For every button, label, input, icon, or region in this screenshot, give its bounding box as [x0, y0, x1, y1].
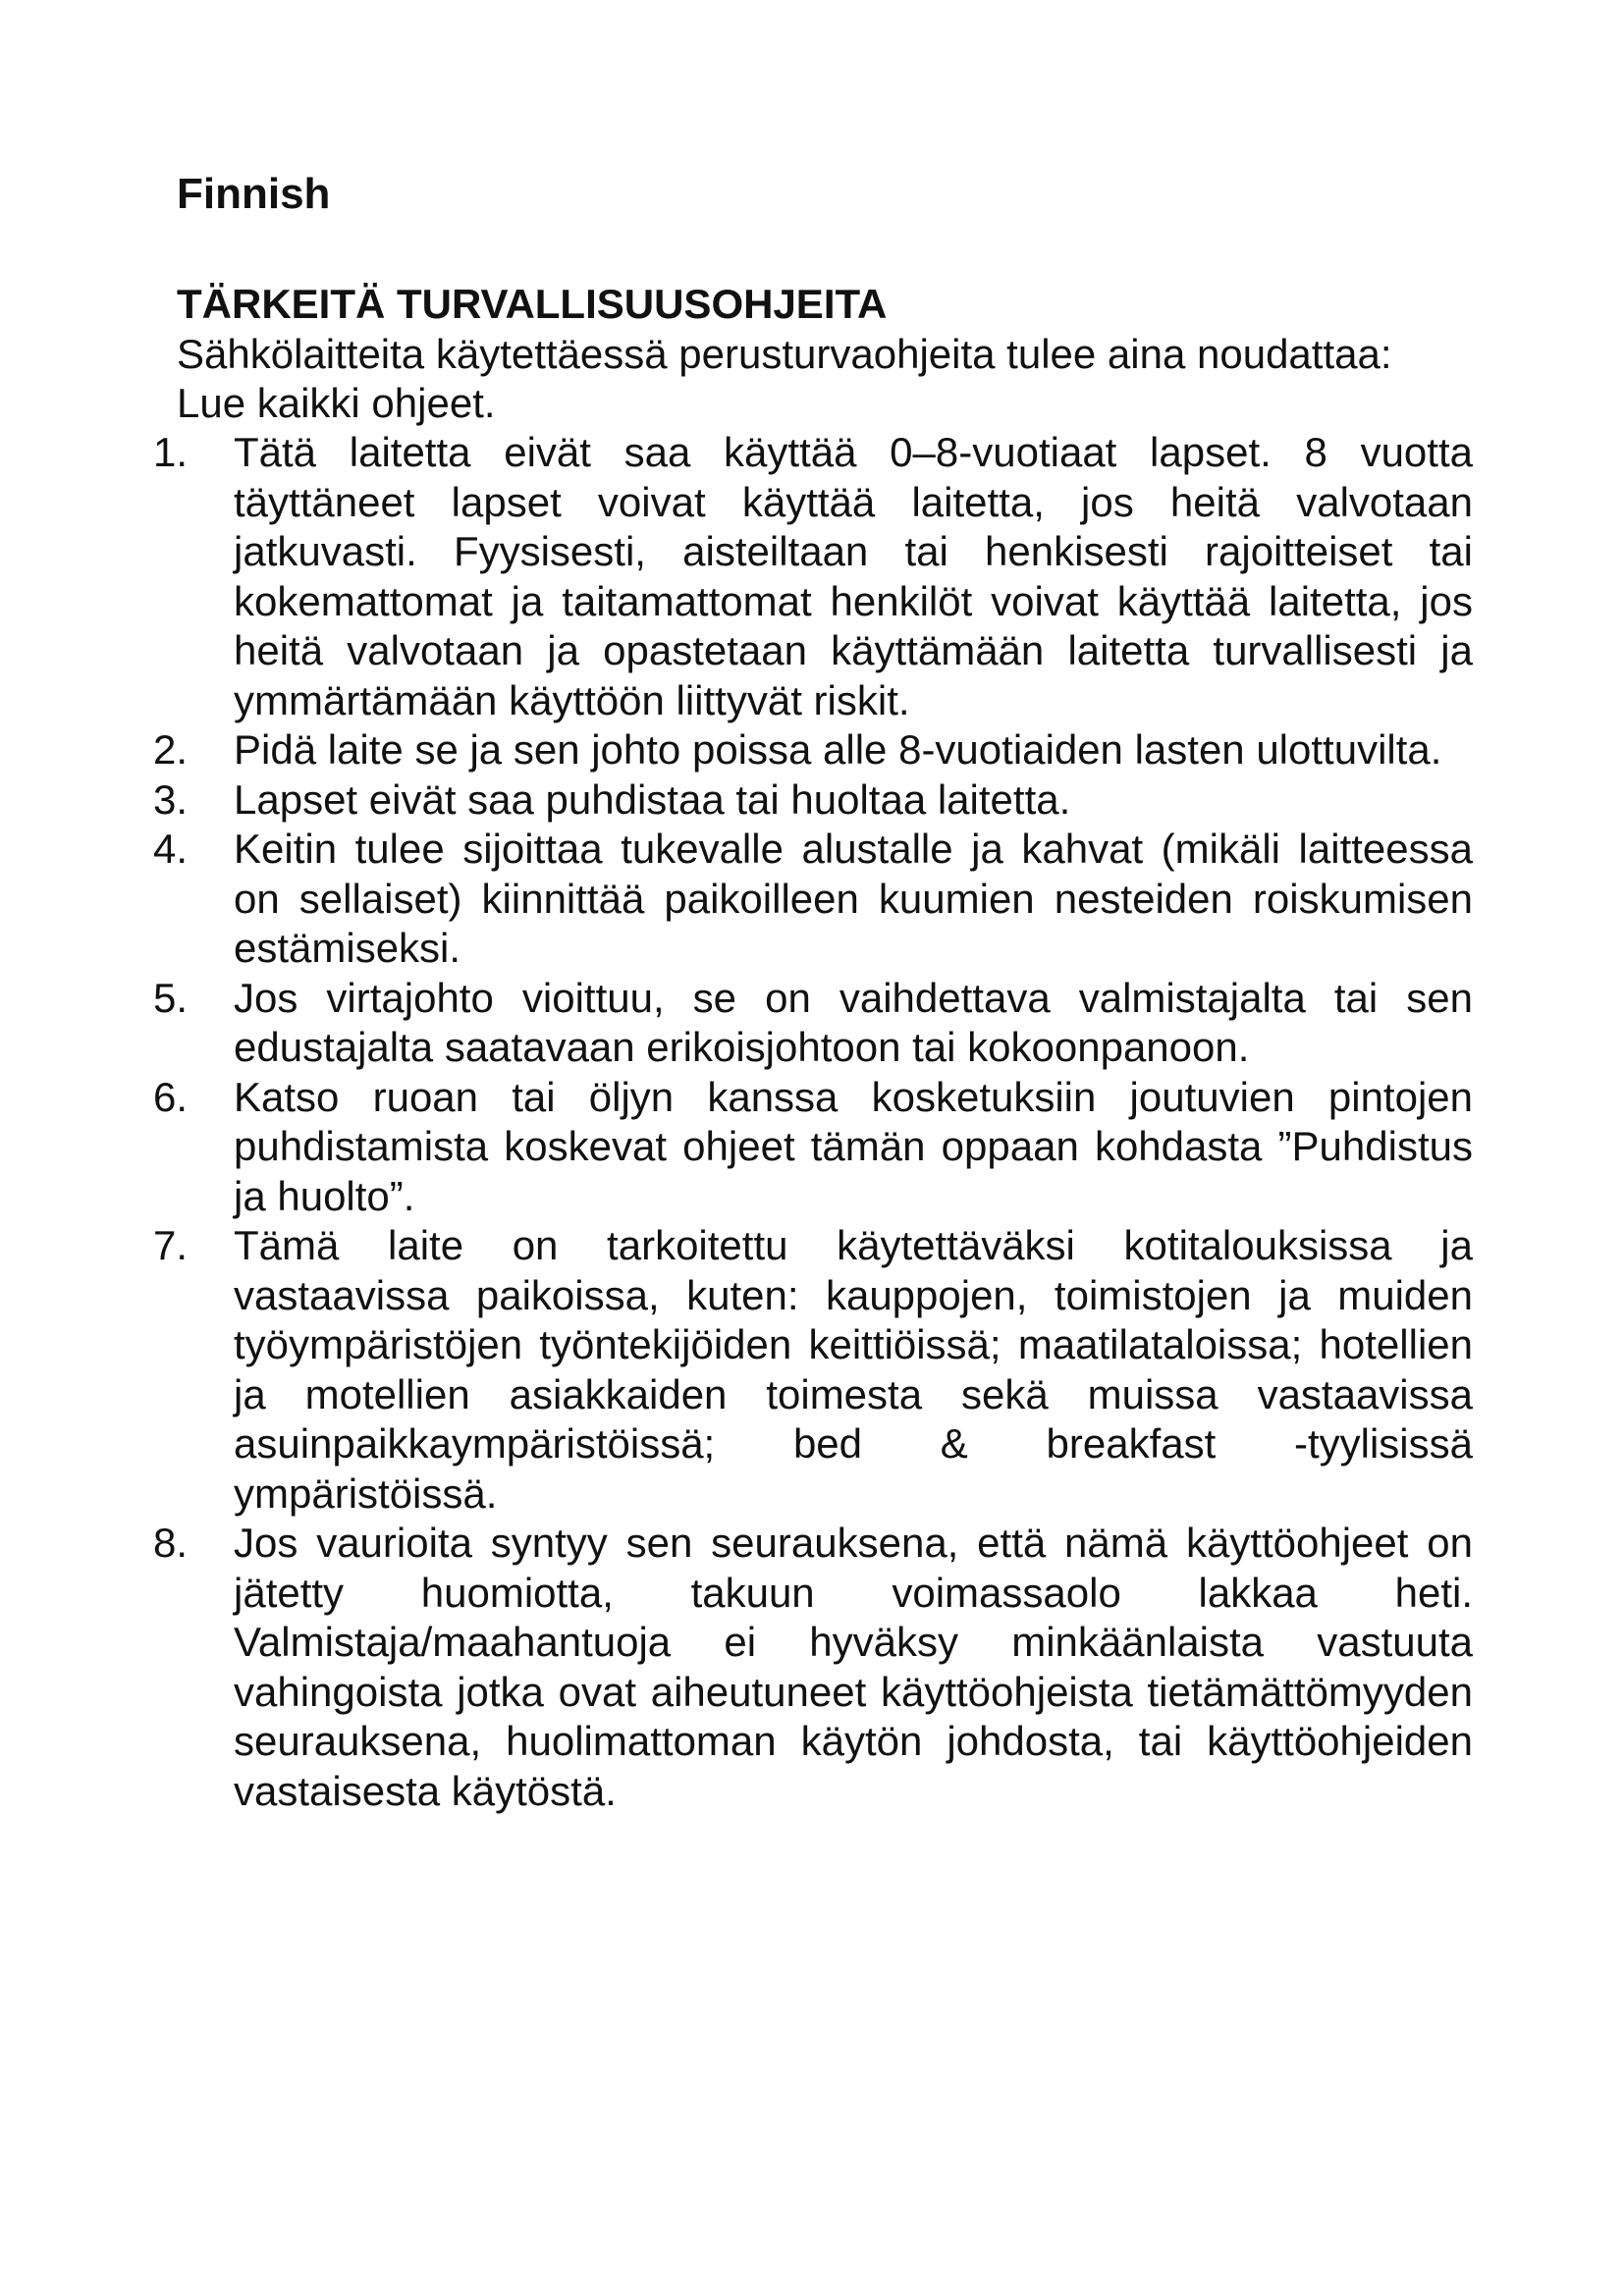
safety-instructions-list	[153, 428, 1492, 1816]
list-item	[153, 974, 1473, 1073]
safety-title: TÄRKEITÄ TURVALLISUUSOHJEITA	[177, 281, 888, 327]
list-item-text: Tätä laitetta eivät saa käyttää 0–8-vuotiaat lapset. 8 vuotta täyttäneet lapset voivat käyttää laitetta, jos heitä valvotaan jatkuvasti. Fyysisesti, aisteiltaan tai henkisesti rajoitteiset tai kokemattomat ja taitamattomat henkilöt voivat käyttää laitetta, jos heitä valvotaan ja opastetaan käyttämään laitetta turvallisesti ja ymmärtämään käyttöön liittyvät riskit.	[234, 429, 1473, 723]
list-item	[153, 1519, 1473, 1816]
list-item-number: 8.	[153, 1520, 189, 1566]
list-item	[153, 825, 1473, 974]
list-item	[153, 1221, 1473, 1519]
list-item-number: 2.	[153, 726, 189, 773]
list-item	[153, 1073, 1473, 1222]
document-page	[153, 165, 1492, 1816]
lead-sentence: Lue kaikki ohjeet.	[177, 380, 496, 426]
language-heading: Finnish	[177, 170, 331, 218]
list-item-number: 6.	[153, 1073, 189, 1120]
list-item-number: 3.	[153, 775, 189, 823]
list-item	[153, 725, 1473, 775]
list-item	[153, 428, 1473, 725]
list-item-text: Jos vaurioita syntyy sen seurauksena, että nämä käyttöohjeet on jätetty huomiotta, takuun voimassaolo lakkaa heti. Valmistaja/maahantuoja ei hyväksy minkäänlaista vastuuta vahingoista jotka ovat aiheutuneet käyttöohjeista tietämättömyyden seurauksena, huolimattoman käytön johdosta, tai käyttöohjeiden vastaisesta käytöstä.	[234, 1520, 1473, 1814]
list-item-number: 1.	[153, 429, 189, 475]
list-item-text: Tämä laite on tarkoitettu käytettäväksi kotitalouksissa ja vastaavissa paikoissa, kuten: kauppojen, toimistojen ja muiden työympäristöjen työntekijöiden keittiöissä; maatilataloissa; hotellien ja motellien asiakkaiden toimesta sekä muissa vastaavissa asuinpaikkaympäristöissä; bed & breakfast -tyylisissä ympäristöissä.	[234, 1222, 1473, 1517]
list-item-number: 5.	[153, 974, 189, 1021]
list-item-number: 4.	[153, 826, 189, 872]
list-item-text: Jos virtajohto vioittuu, se on vaihdettava valmistajalta tai sen edustajalta saatavaan erikoisjohtoon tai kokoonpanoon.	[234, 974, 1473, 1070]
list-item-number: 7.	[153, 1222, 189, 1268]
intro-paragraph: Sähkölaitteita käytettäessä perusturvaohjeita tulee aina noudattaa:	[177, 331, 1392, 377]
list-item-text: Lapset eivät saa puhdistaa tai huoltaa laitetta.	[234, 775, 1071, 823]
list-item-text: Katso ruoan tai öljyn kanssa kosketuksiin joutuvien pintojen puhdistamista koskevat ohjeet tämän oppaan kohdasta ”Puhdistus ja huolto”.	[234, 1073, 1473, 1219]
list-item-text: Pidä laite se ja sen johto poissa alle 8-vuotiaiden lasten ulottuvilta.	[234, 726, 1442, 773]
list-item	[153, 775, 1473, 826]
list-item-text: Keitin tulee sijoittaa tukevalle alustalle ja kahvat (mikäli laitteessa on sellaiset) kiinnittää paikoilleen kuumien nesteiden roiskumisen estämiseksi.	[234, 826, 1473, 971]
